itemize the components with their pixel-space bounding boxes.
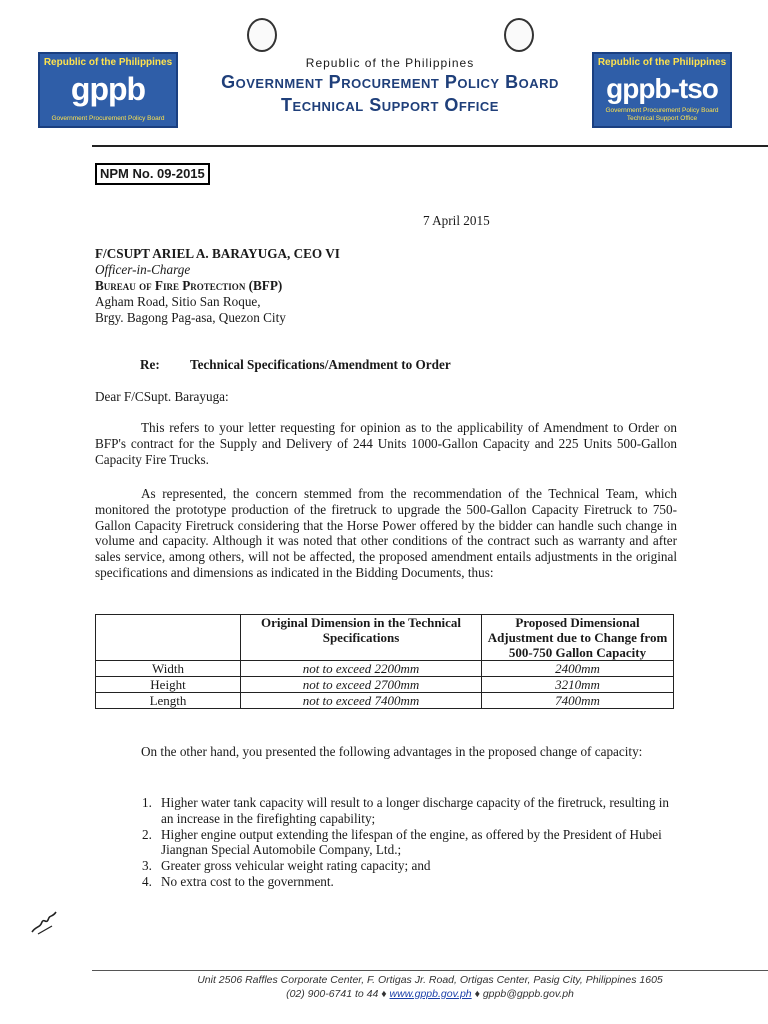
header-board: Government Procurement Policy Board: [221, 72, 559, 92]
table-cell: 7400mm: [482, 693, 674, 709]
advantages-list: [142, 795, 672, 890]
list-text: Higher engine output extending the lifespan of the engine, as offered by the President of Hubei Jiangnan Special Automobile Company, Ltd.;: [161, 826, 662, 858]
table-row: [96, 661, 674, 677]
table-cell: 3210mm: [482, 677, 674, 693]
header-republic: Republic of the Philippines: [305, 56, 475, 70]
footer-address: Unit 2506 Raffles Corporate Center, F. Ortigas Jr. Road, Ortigas Center, Pasig City, Philippines 1605: [197, 974, 663, 986]
gppb-logo: [38, 52, 178, 128]
footer-phone: (02) 900-6741 to 44: [286, 988, 379, 1000]
list-text: Higher water tank capacity will result to a longer discharge capacity of the firetruck, resulting in an increase in the firefighting capability;: [161, 795, 670, 826]
logo-bottom-line2: Technical Support Office: [626, 115, 698, 122]
logo-top-text: Republic of the Philippines: [597, 57, 727, 68]
table-cell: Length: [96, 693, 241, 709]
addressee-name: F/CSUPT ARIEL A. BARAYUGA, CEO VI: [95, 246, 340, 261]
list-number: 1.: [142, 795, 152, 810]
table-cell: 2400mm: [482, 661, 674, 677]
table-row: [96, 693, 674, 709]
paragraph-2: As represented, the concern stemmed from the recommendation of the Technical Team, which monitored the prototype production of the firetruck to upgrade the 500-Gallon Capacity Firetruck to 750-Gallon Capacity Firetruck considering that the Horse Power offered by the bidder can handle such change in volume and capacity. Although it was noted that other conditions of the contract such as warranty and after sales service, among others, will not be affected, the proposed amendment entails adjustments in the original specifications and dimensions as indicated in the Bidding Documents, thus:: [95, 486, 677, 580]
salutation: Dear F/CSupt. Barayuga:: [95, 389, 229, 404]
list-number: 2.: [142, 826, 152, 842]
addressee-agency: Bureau of Fire Protection (BFP): [95, 278, 283, 293]
logo-mark: gppb-tso: [606, 73, 718, 104]
dimensions-table: [95, 614, 674, 709]
addressee-title: Officer-in-Charge: [95, 262, 191, 277]
footer-website-link[interactable]: www.gppb.gov.ph: [389, 988, 472, 1000]
table-header-cell: Proposed Dimensional Adjustment due to Change from 500-750 Gallon Capacity: [482, 615, 674, 661]
list-number: 3.: [142, 858, 152, 874]
paragraph-1: This refers to your letter requesting for opinion as to the applicability of Amendment to Order on BFP's contract for the Supply and Delivery of 244 Units 1000-Gallon Capacity and 225 Units 500-Gallon Capacity Fire Trucks.: [95, 420, 677, 467]
table-cell: not to exceed 7400mm: [241, 693, 482, 709]
logo-bottom-text: [594, 107, 730, 123]
list-text: No extra cost to the government.: [161, 873, 334, 889]
footer-contact: [92, 988, 768, 1001]
gppb-tso-logo: [592, 52, 732, 128]
punch-hole-left: [247, 18, 277, 52]
list-item: [142, 795, 672, 827]
table-cell: Height: [96, 677, 241, 693]
footer-separator: ♦: [381, 988, 387, 1000]
letter-date: 7 April 2015: [423, 213, 490, 228]
table-cell: Width: [96, 661, 241, 677]
table-row: [96, 677, 674, 693]
footer-divider: [92, 970, 768, 971]
logo-bottom-line1: Government Procurement Policy Board: [605, 107, 719, 114]
addressee-address-line2: Brgy. Bagong Pag-asa, Quezon City: [95, 310, 286, 325]
table-header-cell: [96, 615, 241, 661]
footer-email: gppb@gppb.gov.ph: [482, 988, 574, 1000]
reference-number: NPM No. 09-2015: [95, 163, 210, 185]
header-divider: [92, 145, 768, 147]
table-cell: not to exceed 2700mm: [241, 677, 482, 693]
footer-separator: ♦: [474, 988, 480, 1000]
table-cell: not to exceed 2200mm: [241, 661, 482, 677]
logo-top-text: Republic of the Philippines: [43, 57, 173, 68]
subject-text: Technical Specifications/Amendment to Order: [190, 357, 451, 372]
table-header-cell: Original Dimension in the Technical Specifications: [241, 615, 482, 661]
list-number: 4.: [142, 873, 152, 889]
list-text: Greater gross vehicular weight rating capacity; and: [161, 858, 431, 874]
table-header-row: [96, 615, 674, 661]
punch-hole-right: [504, 18, 534, 52]
subject-label: Re:: [140, 357, 160, 372]
paragraph-3: On the other hand, you presented the following advantages in the proposed change of capacity:: [141, 744, 643, 759]
list-item: [142, 827, 672, 859]
list-item: [142, 874, 672, 890]
handwritten-initial: [28, 908, 62, 938]
logo-mark: gppb: [70, 71, 146, 107]
list-item: [142, 858, 672, 874]
header-office: Technical Support Office: [281, 95, 499, 115]
logo-bottom-text: Government Procurement Policy Board: [51, 115, 165, 122]
addressee-address-line1: Agham Road, Sitio San Roque,: [95, 294, 261, 309]
